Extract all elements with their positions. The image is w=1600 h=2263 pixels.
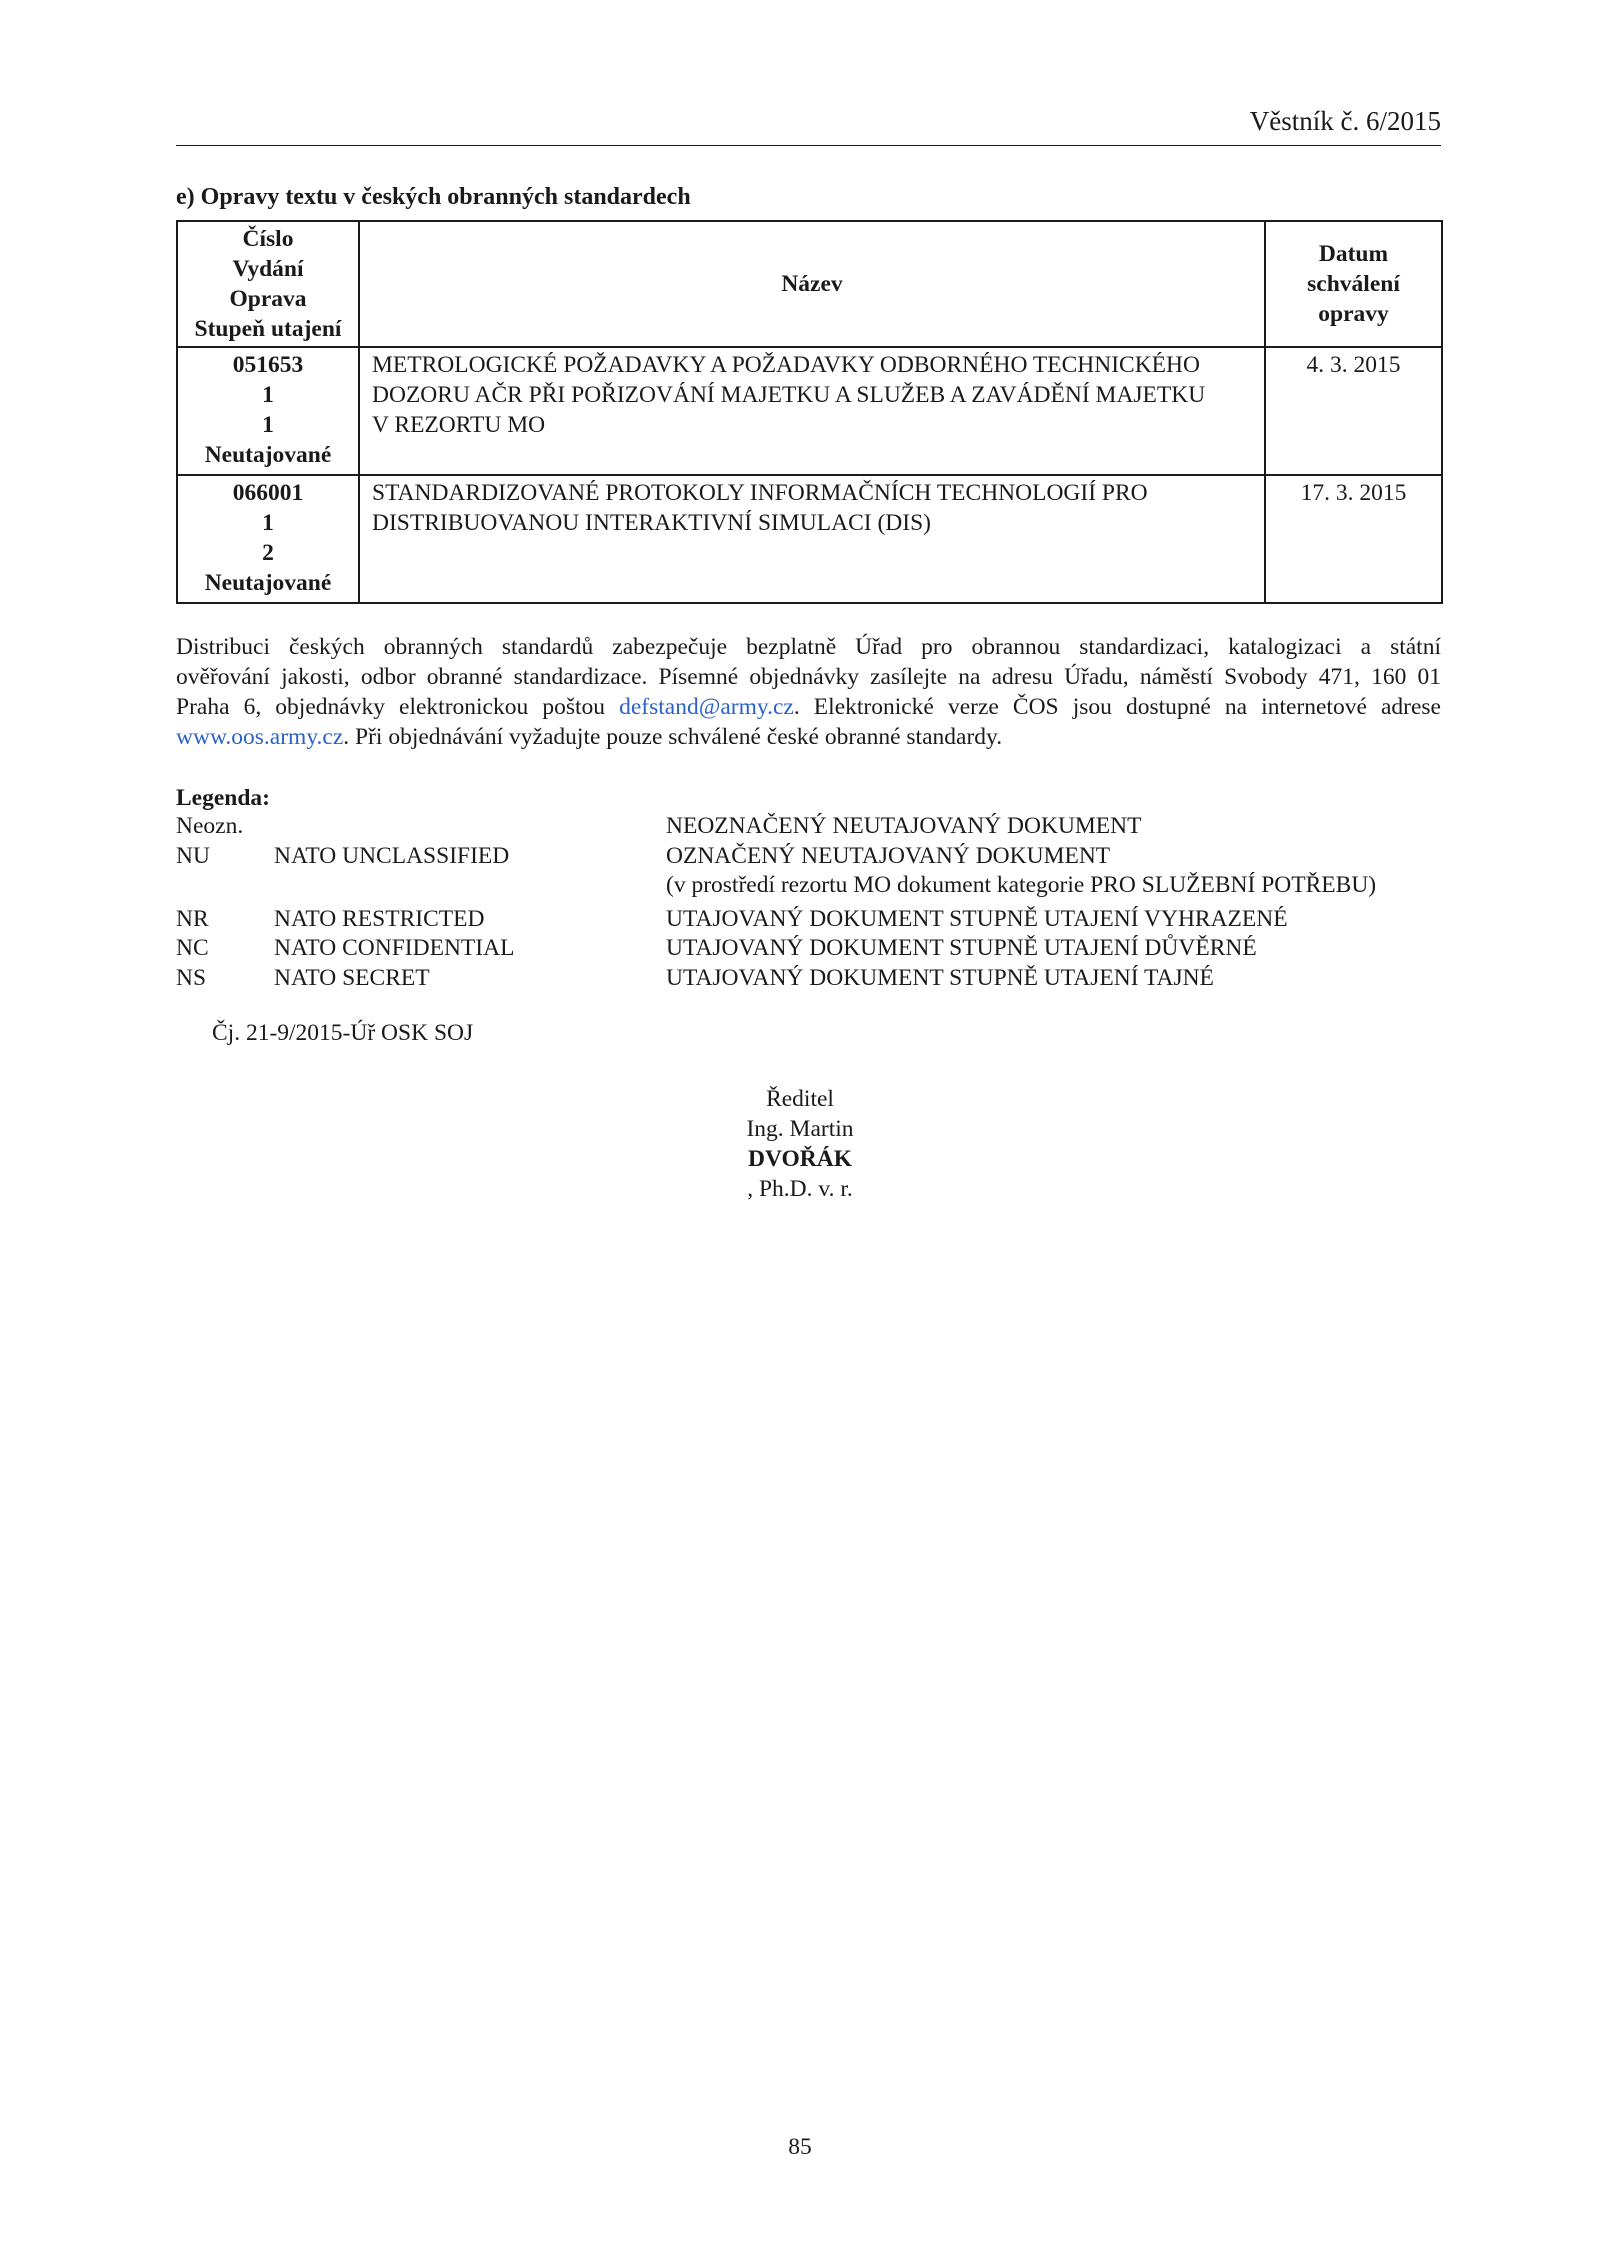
legend-name: NATO CONFIDENTIAL [274,935,515,961]
legend-item [176,905,1441,935]
standard-edition: 1 [262,382,274,408]
reference-number: Čj. 21-9/2015-Úř OSK SOJ [212,1020,474,1046]
legend-code: NR [176,905,209,932]
legend-name: NATO SECRET [274,964,430,991]
legend-item [176,842,1441,901]
legend-description-line: UTAJOVANÝ DOKUMENT STUPNĚ UTAJENÍ VYHRAZENÉ [666,905,1288,932]
distribution-line: ověřování jakosti, odbor obranné standardizace. Písemné objednávky zasílejte na adresu Úřadu, náměstí Svobody 471, 160 01 [176,664,1441,690]
standard-number: 051653 [232,352,304,378]
legend-description [666,934,1257,964]
approval-date: 17. 3. 2015 [1265,475,1442,603]
standard-name-line: DISTRIBUOVANOU INTERAKTIVNÍ SIMULACI (DIS) [372,510,931,536]
signature-role: Ředitel [766,1086,834,1112]
legend-description-line: UTAJOVANÝ DOKUMENT STUPNĚ UTAJENÍ DŮVĚRNÉ [666,935,1257,961]
header-classification-label: Stupeň utajení [194,316,342,342]
standard-id-cell [177,475,359,603]
table-row [177,347,1442,475]
header-number-label: Číslo [242,226,294,252]
table-row [177,475,1442,603]
standard-edition: 1 [262,510,274,536]
signature-name-prefix: Ing. Martin [746,1116,854,1142]
distribution-text: Praha 6, objednávky elektronickou poštou [176,694,620,720]
table-header-row [177,221,1442,347]
legend-title: Legenda: [176,785,270,811]
header-edition-label: Vydání [232,256,304,282]
signature-surname: DVOŘÁK [748,1146,852,1172]
standard-name-line: DOZORU AČR PŘI POŘIZOVÁNÍ MAJETKU A SLUŽEB A ZAVÁDĚNÍ MAJETKU [372,382,1206,408]
distribution-text: . Elektronické verze ČOS jsou dostupné na internetové adrese [793,694,1441,720]
legend-description [666,842,1376,901]
standards-table [176,220,1443,604]
standard-name-line: METROLOGICKÉ POŽADAVKY A POŽADAVKY ODBORNÉHO TECHNICKÉHO [372,352,1200,378]
approval-date: 4. 3. 2015 [1265,347,1442,475]
legend-list [176,812,1441,993]
distribution-paragraph [176,632,1441,752]
legend-description-line: UTAJOVANÝ DOKUMENT STUPNĚ UTAJENÍ TAJNÉ [666,964,1214,991]
legend-item [176,964,1441,994]
standard-correction: 2 [262,540,274,566]
signature-name-suffix: , Ph.D. v. r. [747,1176,853,1202]
signature-block [500,1084,1100,1204]
standard-classification: Neutajované [204,570,332,596]
header-date-line: schválení [1307,271,1400,297]
distribution-line [176,692,1441,722]
legend-code: NS [176,964,207,991]
signature-name [500,1114,1100,1204]
standard-name-line: V REZORTU MO [372,412,546,438]
page-number: 85 [788,2134,812,2160]
website-link[interactable]: www.oos.army.cz [176,724,344,750]
standard-id-cell [177,347,359,475]
standard-name-cell [359,475,1265,603]
header-correction-label: Oprava [229,286,307,312]
legend-description-line: OZNAČENÝ NEUTAJOVANÝ DOKUMENT [666,842,1111,869]
legend-description [666,964,1214,994]
header-date-line: opravy [1318,301,1389,327]
section-title: e) Opravy textu v českých obranných standardech [176,184,691,210]
header-number-cell [177,221,359,347]
legend-description [666,905,1288,935]
standard-name-cell [359,347,1265,475]
standard-number: 066001 [232,480,304,506]
header-date-cell [1265,221,1442,347]
legend-description-line: (v prostředí rezortu MO dokument kategorie PRO SLUŽEBNÍ POTŘEBU) [666,872,1377,898]
distribution-line: Distribuci českých obranných standardů zabezpečuje bezplatně Úřad pro obrannou standardizaci, katalogizaci a státní [176,634,1441,660]
legend-item [176,812,1441,842]
legend-code: Neozn. [176,813,244,839]
distribution-line [176,722,1441,752]
legend-name: NATO UNCLASSIFIED [274,842,510,869]
header-rule [176,145,1441,146]
legend-description-line: NEOZNAČENÝ NEUTAJOVANÝ DOKUMENT [666,813,1142,839]
standard-name-line: STANDARDIZOVANÉ PROTOKOLY INFORMAČNÍCH TECHNOLOGIÍ PRO [372,480,1148,506]
legend-item [176,934,1441,964]
distribution-text: . Při objednávání vyžadujte pouze schválené české obranné standardy. [343,724,1003,750]
legend-code: NU [176,842,210,869]
legend-description [666,812,1142,842]
header-name-cell: Název [359,221,1265,347]
standard-correction: 1 [262,412,274,438]
legend-code: NC [176,935,209,961]
header-date-line: Datum [1318,241,1389,267]
legend-name: NATO RESTRICTED [274,905,485,932]
email-link[interactable]: defstand@army.cz [619,694,794,720]
standard-classification: Neutajované [204,442,332,468]
journal-header: Věstník č. 6/2015 [1249,106,1441,136]
